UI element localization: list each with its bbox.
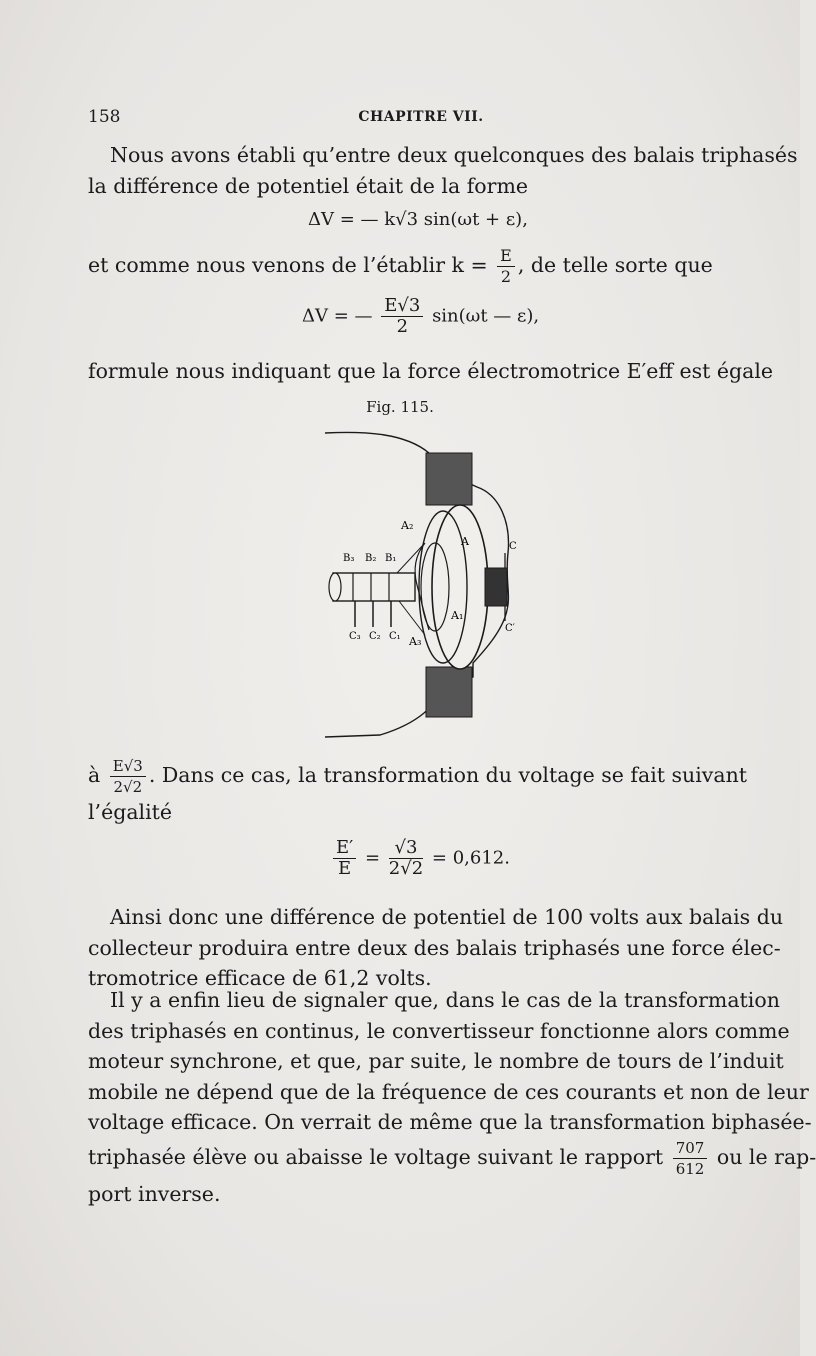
text-segment: ou le rap-	[716, 1144, 816, 1169]
formula-rhs: sin(ωt — ε),	[432, 305, 540, 327]
text-segment: , de telle sorte que	[517, 253, 713, 277]
text-line: des triphasés en continus, le convertisseur fonctionne alors comme	[88, 1018, 790, 1043]
fraction-numerator: 707	[673, 1138, 708, 1159]
fraction-sqrt3-over-2sqrt2	[389, 838, 423, 879]
text-line: port inverse.	[88, 1181, 221, 1206]
text-line: Nous avons établi qu’entre deux quelconques des balais triphasés	[110, 143, 798, 167]
paragraph-5	[88, 902, 784, 994]
label-c2: C₂	[369, 631, 381, 642]
fraction-e-over-2	[497, 246, 515, 287]
fraction-707-over-612	[673, 1138, 708, 1179]
text-segment: triphasée élève ou abaisse le voltage suivant le rapport	[88, 1144, 664, 1169]
text-line: l’égalité	[88, 800, 173, 824]
label-a2: A₂	[401, 519, 414, 532]
winding-connection	[415, 543, 429, 630]
page-number: 158	[88, 107, 121, 127]
text-line: formule nous indiquant que la force électromotrice E′eff est égale	[88, 359, 774, 383]
label-b2: B₂	[365, 553, 377, 564]
paragraph-1	[88, 140, 798, 201]
formula-ratio	[330, 838, 510, 879]
text-segment: à	[88, 763, 101, 787]
formula-delta-v-2	[302, 296, 539, 337]
text-line	[88, 246, 754, 287]
converter-figure	[325, 425, 520, 745]
equals-sign: =	[364, 847, 381, 869]
label-c-prime: C′	[505, 623, 515, 634]
label-b3: B₃	[343, 553, 355, 564]
figure-caption: Fig. 115.	[366, 398, 434, 416]
paragraph-3	[88, 356, 774, 387]
paragraph-2	[88, 246, 754, 287]
label-b1: B₁	[385, 553, 397, 564]
label-a1: A₁	[451, 609, 464, 622]
formula-fraction	[381, 296, 423, 337]
fraction-denominator: 2	[396, 316, 409, 337]
fraction-e-prime-over-e	[333, 838, 356, 879]
fraction-denominator: 2√2	[113, 778, 143, 796]
commutator	[485, 568, 507, 606]
fraction-denominator: E	[338, 858, 352, 879]
formula-delta-v-1: ΔV = — k√3 sin(ωt + ε),	[308, 209, 528, 230]
formula-result: = 0,612.	[431, 847, 510, 869]
fraction-numerator: E√3	[381, 296, 423, 317]
shaft-end	[329, 573, 341, 601]
text-line: mobile ne dépend que de la fréquence de ces courants et non de leur	[88, 1079, 809, 1104]
text-line: Il y a enfin lieu de signaler que, dans le cas de la transformation	[110, 988, 780, 1012]
lower-bearing-block	[426, 667, 472, 717]
fraction-denominator: 612	[675, 1159, 705, 1178]
fraction-denominator: 2√2	[388, 858, 424, 879]
text-line: Ainsi donc une différence de potentiel de 100 volts aux balais du	[110, 905, 784, 929]
text-line: moteur synchrone, et que, par suite, le nombre de tours de l’induit	[88, 1049, 784, 1073]
text-line	[88, 1138, 816, 1179]
paragraph-6	[88, 985, 816, 1209]
text-line: collecteur produira entre deux des balais triphasés une force élec-	[88, 935, 781, 960]
text-line	[88, 756, 754, 797]
upper-bearing-block	[426, 453, 472, 505]
label-c: C	[509, 541, 517, 552]
chapter-title: CHAPITRE VII.	[358, 109, 484, 125]
text-line: la différence de potentiel était de la forme	[88, 173, 529, 198]
armature-disc	[432, 505, 488, 669]
paragraph-4	[88, 756, 754, 828]
label-c1: C₁	[389, 631, 401, 642]
label-a3: A₃	[409, 635, 422, 648]
text-segment: et comme nous venons de l’établir k =	[88, 253, 488, 277]
fraction-numerator: E′	[333, 838, 356, 859]
fraction-numerator: √3	[389, 838, 423, 859]
fraction-numerator: E	[497, 246, 515, 267]
text-line: tromotrice efficace de 61,2 volts.	[88, 966, 432, 990]
formula-lhs: ΔV = —	[302, 305, 373, 327]
fraction-numerator: E√3	[110, 756, 146, 777]
label-c3: C₃	[349, 631, 361, 642]
fraction-denominator: 2	[500, 267, 512, 286]
page-header	[88, 107, 754, 129]
text-line: voltage efficace. On verrait de même que la transformation biphasée-	[88, 1110, 812, 1134]
shaft-rings	[333, 573, 415, 601]
label-a: A	[461, 535, 469, 548]
fraction-e-sqrt3	[110, 756, 146, 797]
text-segment: . Dans ce cas, la transformation du voltage se fait suivant	[148, 763, 748, 787]
